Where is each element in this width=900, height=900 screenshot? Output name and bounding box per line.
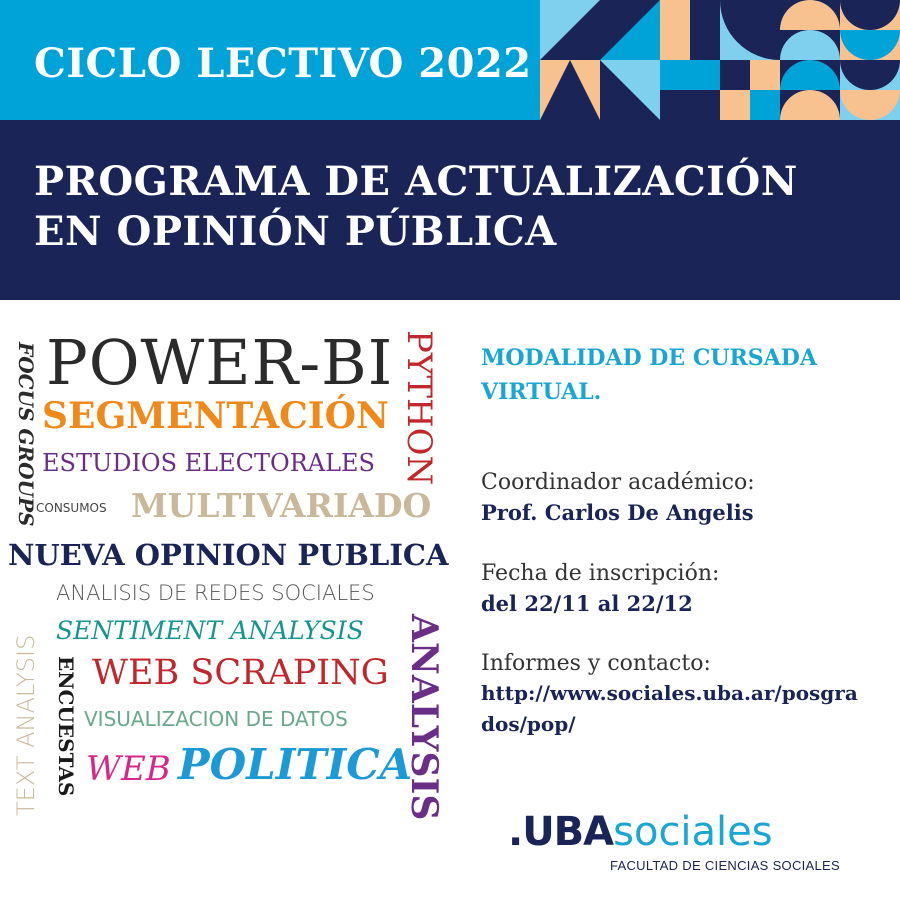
coordinator-name: Prof. Carlos De Angelis [481, 500, 754, 525]
word-politica: POLITICA [178, 740, 413, 789]
word-multivariado: MULTIVARIADO [131, 486, 432, 525]
word-consumos: CONSUMOS [36, 501, 107, 515]
date-label: Fecha de inscripción: [481, 561, 720, 586]
word-web-scraping: WEB SCRAPING [92, 653, 389, 693]
modality-line-2: VIRTUAL. [481, 379, 602, 405]
word-text-analysis: TEXT ANALYSIS [12, 634, 40, 816]
cycle-year-heading: CICLO LECTIVO 2022 [34, 40, 532, 87]
word-python: PYTHON [399, 330, 439, 486]
word-analisis-redes-sociales: ANALISIS DE REDES SOCIALES [56, 581, 375, 605]
coordinator-label: Coordinador académico: [481, 470, 755, 495]
word-focus-groups: FOCUS GROUPS [14, 342, 38, 527]
date-value: del 22/11 al 22/12 [481, 591, 693, 616]
modality-line-1: MODALIDAD DE CURSADA [481, 345, 817, 371]
word-encuestas: ENCUESTAS [54, 656, 78, 797]
program-title-line-1: PROGRAMA DE ACTUALIZACIÓN [34, 158, 798, 205]
word-segmentacion: SEGMENTACIÓN [42, 395, 389, 437]
word-estudios-electorales: ESTUDIOS ELECTORALES [42, 449, 375, 477]
faculty-subtitle: FACULTAD DE CIENCIAS SOCIALES [610, 858, 840, 873]
geometric-pattern-decoration [540, 0, 900, 120]
word-analysis: ANALYSIS [403, 614, 445, 821]
program-title-line-2: EN OPINIÓN PÚBLICA [34, 208, 557, 255]
word-visualizacion-de-datos: VISUALIZACION DE DATOS [84, 707, 348, 731]
contact-label: Informes y contacto: [481, 651, 711, 676]
uba-sociales-logo [508, 808, 773, 856]
word-power-bi: POWER-BI [46, 326, 394, 399]
logo-sociales-text: sociales [613, 809, 773, 855]
word-nueva-opinion-publica: NUEVA OPINION PUBLICA [8, 538, 449, 572]
contact-url-line-1[interactable]: http://www.sociales.uba.ar/posgra [481, 681, 858, 705]
logo-uba-text: .UBA [508, 809, 614, 855]
word-sentiment-analysis: SENTIMENT ANALYSIS [56, 616, 364, 645]
word-web: WEB [86, 749, 171, 789]
contact-url-line-2[interactable]: dos/pop/ [481, 712, 576, 736]
